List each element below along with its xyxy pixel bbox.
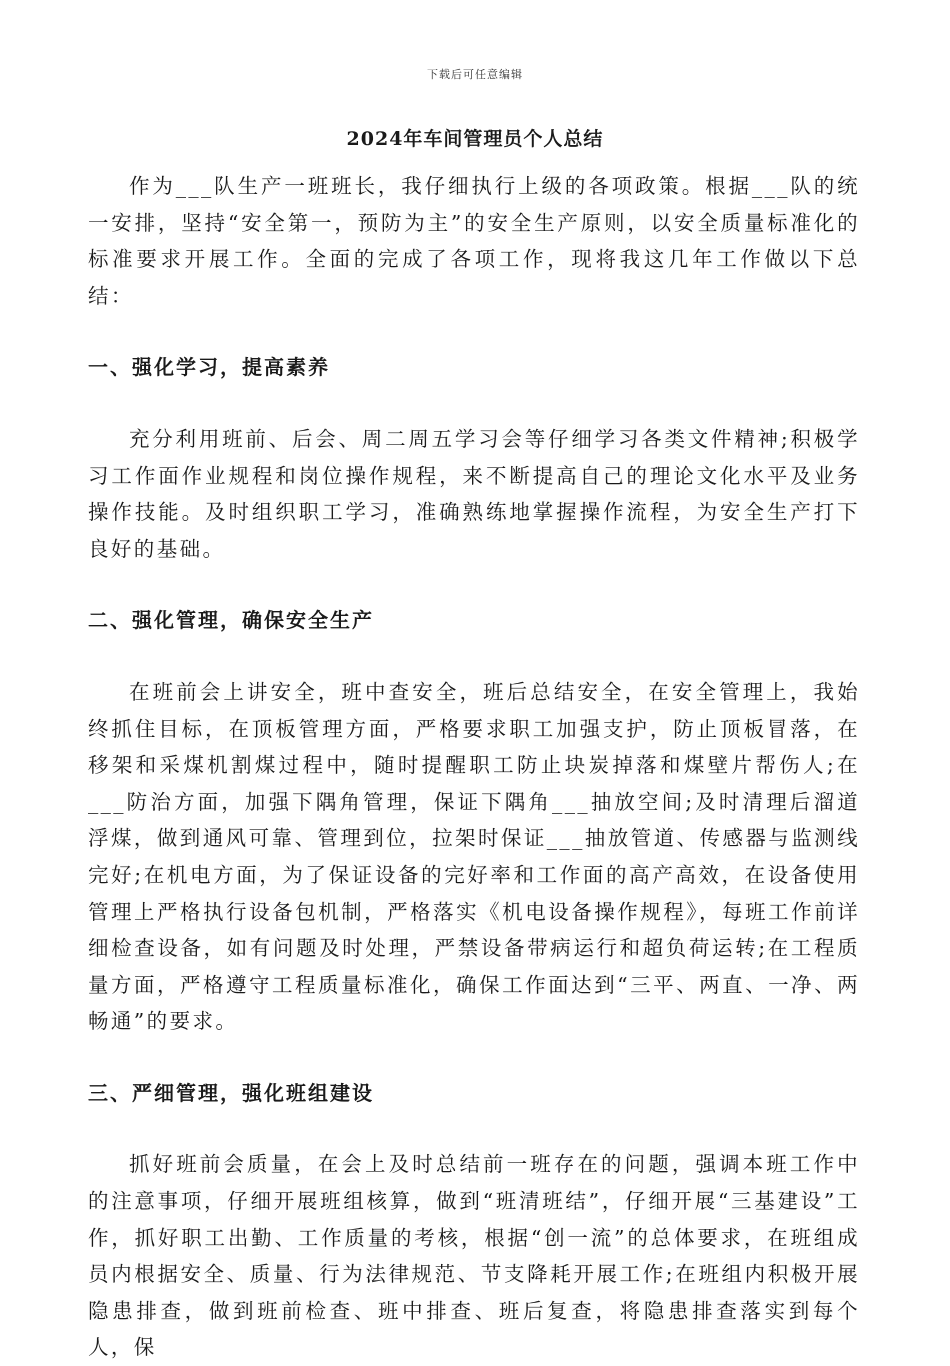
header-note: 下载后可任意编辑 — [427, 68, 523, 81]
intro-paragraph: 作为___队生产一班班长，我仔细执行上级的各项政策。根据___队的统一安排，坚持“安全第一，预防为主”的安全生产原则，以安全质量标准化的标准要求开展工作。全面的完成了各项工作，现将我这几年工作做以下总结： — [88, 174, 860, 308]
document-body — [88, 168, 860, 1366]
section-paragraph-2: 在班前会上讲安全，班中查安全，班后总结安全，在安全管理上，我始终抓住目标，在顶板管理方面，严格要求职工加强支护，防止顶板冒落，在移架和采煤机割煤过程中，随时提醒职工防止块炭掉落和煤壁片帮伤人;在___防治方面，加强下隅角管理，保证下隅角___抽放空间;及时清理后溜道浮煤，做到通风可靠、管理到位，拉架时保证___抽放管道、传感器与监测线完好;在机电方面，为了保证设备的完好率和工作面的高产高效，在设备使用管理上严格执行设备包机制，严格落实《机电设备操作规程》，每班工作前详细检查设备，如有问题及时处理，严禁设备带病运行和超负荷运转;在工程质量方面，严格遵守工程质量标准化，确保工作面达到“三平、两直、一净、两畅通”的要求。 — [88, 679, 860, 1034]
section-paragraph-1: 充分利用班前、后会、周二周五学习会等仔细学习各类文件精神;积极学习工作面作业规程和岗位操作规程，来不断提高自己的理论文化水平及业务操作技能。及时组织职工学习，准确熟练地掌握操作流程，为安全生产打下良好的基础。 — [88, 426, 860, 561]
document-title: 2024年车间管理员个人总结 — [346, 128, 604, 150]
section-paragraph-3: 抓好班前会质量，在会上及时总结前一班存在的问题，强调本班工作中的注意事项，仔细开展班组核算，做到“班清班结”，仔细开展“三基建设”工作，抓好职工出勤、工作质量的考核，根据“创一流”的总体要求，在班组成员内根据安全、质量、行为法律规范、节支降耗开展工作;在班组内积极开展隐患排查，做到班前检查、班中排查、班后复查，将隐患排查落实到每个人，保 — [88, 1152, 860, 1360]
section-heading-3: 三、严细管理，强化班组建设 — [88, 1080, 374, 1105]
section-heading-2: 二、强化管理，确保安全生产 — [88, 608, 374, 633]
section-heading-1: 一、强化学习，提高素养 — [88, 355, 330, 380]
